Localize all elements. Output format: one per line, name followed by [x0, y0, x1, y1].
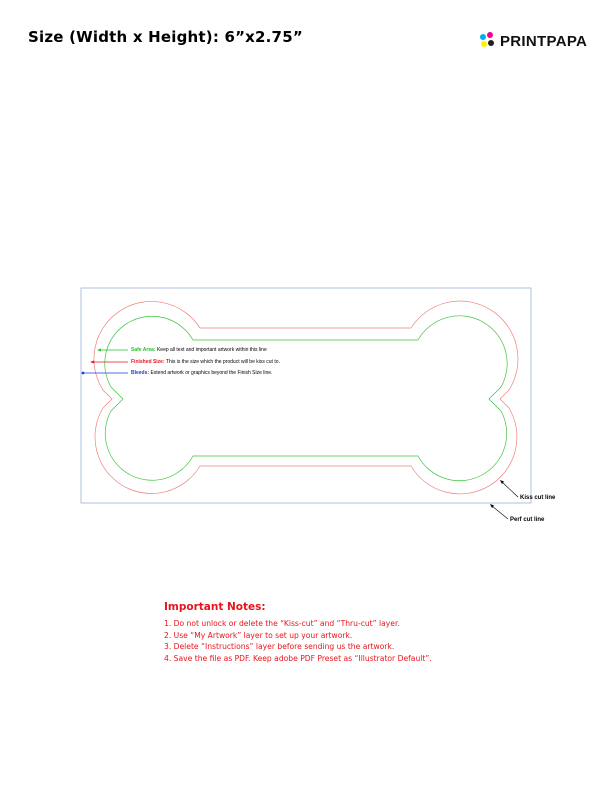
- legend-label: Finished Size:: [131, 359, 165, 365]
- kiss-cut-leader: [500, 480, 518, 497]
- legend-arrow-finish: [90, 361, 128, 364]
- legend-arrow-safe: [97, 349, 128, 352]
- notes-title: Important Notes:: [164, 601, 266, 613]
- legend-arrow-bleed: [82, 372, 128, 375]
- perf-cut-leader: [490, 504, 508, 519]
- logo-text: PRINTPAPA: [500, 32, 588, 50]
- legend-text: Keep all text and important artwork within this line: [156, 347, 267, 353]
- note-item: 1. Do not unlock or delete the “Kiss-cut” and “Thru-cut” layer.: [164, 619, 400, 628]
- legend-text: Extend artwork or graphics beyond the Finish Size line.: [150, 370, 273, 376]
- legend-safe-area: [131, 347, 267, 353]
- kiss-cut-label: Kiss cut line: [520, 495, 556, 501]
- important-notes: [164, 601, 432, 664]
- note-item: 4. Save the file as PDF. Keep adobe PDF Preset as “Illustrator Default”.: [164, 653, 432, 663]
- legend-label: Safe Area:: [131, 347, 156, 353]
- notes-list: [164, 618, 432, 664]
- bleed-rectangle: [81, 288, 531, 503]
- legend-bleeds: [131, 370, 272, 376]
- note-item: 3. Delete “Instructions” layer before sending us the artwork.: [164, 642, 395, 651]
- page-title: Size (Width x Height): 6”x2.75”: [28, 28, 303, 46]
- finished-size-outline: [94, 301, 518, 494]
- safe-area-outline: [105, 316, 507, 481]
- legend-label: Bleeds:: [131, 370, 150, 376]
- legend-text: This is the size which the product will be kiss cut to.: [165, 359, 280, 365]
- note-item: 2. Use “My Artwork” layer to set up your artwork.: [164, 630, 353, 640]
- perf-cut-label: Perf cut line: [510, 517, 545, 523]
- legend-finished-size: [131, 359, 280, 365]
